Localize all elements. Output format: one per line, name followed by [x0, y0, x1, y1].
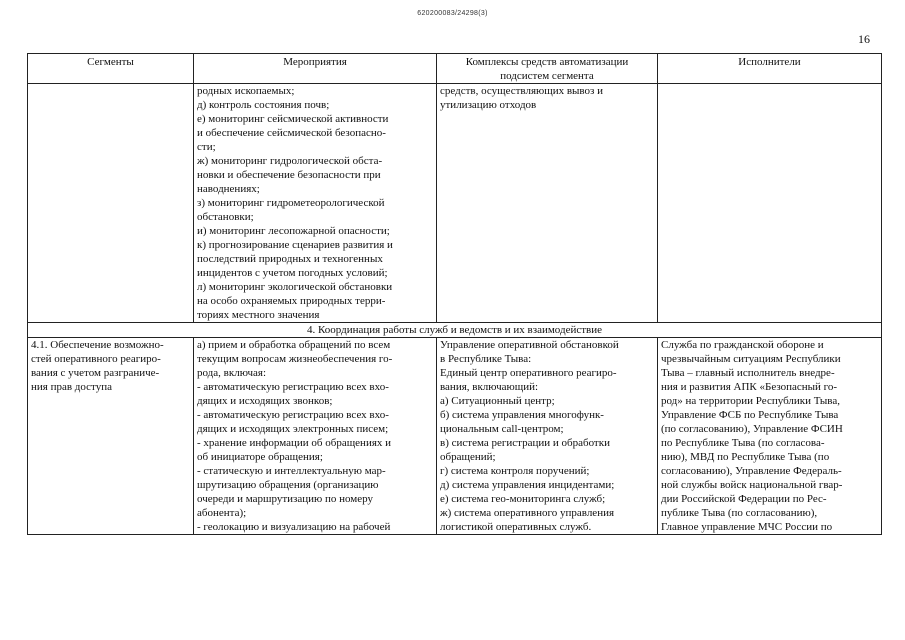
- cell-text-line: вания с учетом разграниче-: [31, 367, 160, 379]
- cell-text-line: д) контроль состояния почв;: [197, 99, 330, 111]
- cell-text-line: средств, осуществляющих вывоз и: [440, 85, 604, 97]
- header-executors: Исполнители: [658, 54, 882, 84]
- section-4-title: 4. Координация работы служб и ведомств и их взаимодействие: [28, 323, 882, 338]
- cell-text-line: очереди и маршрутизацию по номеру: [197, 493, 374, 505]
- cell-text-line: Главное управление МЧС России по: [661, 521, 833, 533]
- cell-text-line: дящих и исходящих звонков;: [197, 395, 333, 407]
- complexes-cell: [437, 84, 658, 323]
- cell-text-line: з) мониторинг гидрометеорологической: [197, 197, 385, 209]
- cell-text-line: ж) мониторинг гидрологической обста-: [197, 155, 383, 167]
- cell-text-line: рода, включая:: [197, 367, 267, 379]
- cell-text-line: - автоматическую регистрацию всех вхо-: [197, 409, 389, 421]
- cell-text-line: е) система гео-мониторинга служб;: [440, 493, 606, 505]
- cell-text-line: логистикой оперативных служб.: [440, 521, 592, 533]
- cell-text-line: дящих и исходящих электронных писем;: [197, 423, 389, 435]
- section-heading-row: [28, 323, 882, 338]
- cell-text-line: новки и обеспечение безопасности при: [197, 169, 381, 181]
- cell-text-line: и обеспечение сейсмической безопасно-: [197, 127, 386, 139]
- cell-text-line: обстановки;: [197, 211, 254, 223]
- table-row: [28, 338, 882, 535]
- cell-text-line: циональным call-центром;: [440, 423, 564, 435]
- activities-cell: [194, 338, 437, 535]
- cell-text-line: согласованию), Управление Федераль-: [661, 465, 842, 477]
- segment-cell: [28, 84, 194, 323]
- table-header-row: [28, 54, 882, 84]
- cell-text-line: на особо охраняемых природных терри-: [197, 295, 386, 307]
- cell-text-line: инцидентов с учетом погодных условий;: [197, 267, 388, 279]
- cell-text-line: - автоматическую регистрацию всех вхо-: [197, 381, 389, 393]
- cell-text-line: л) мониторинг экологической обстановки: [197, 281, 393, 293]
- cell-text-line: Служба по гражданской обороне и: [661, 339, 824, 351]
- cell-text-line: д) система управления инцидентами;: [440, 479, 615, 491]
- cell-text-line: обращений;: [440, 451, 496, 463]
- executors-cell: [658, 84, 882, 323]
- cell-text-line: - геолокацию и визуализацию на рабочей: [197, 521, 391, 533]
- cell-text-line: ной службы войск национальной гвар-: [661, 479, 843, 491]
- cell-text-line: - хранение информации об обращениях и: [197, 437, 392, 449]
- cell-text-line: 4.1. Обеспечение возможно-: [31, 339, 164, 351]
- header-segments: Сегменты: [28, 54, 194, 84]
- cell-text-line: Управление оперативной обстановкой: [440, 339, 619, 351]
- cell-text-line: последствий природных и техногенных: [197, 253, 383, 265]
- segment-cell: [28, 338, 194, 535]
- cell-text-line: публике Тыва (по согласованию),: [661, 507, 818, 519]
- cell-text-line: в Республике Тыва:: [440, 353, 532, 365]
- cell-text-line: е) мониторинг сейсмической активности: [197, 113, 389, 125]
- cell-text-line: в) система регистрации и обработки: [440, 437, 610, 449]
- cell-text-line: чрезвычайным ситуациям Республики: [661, 353, 841, 365]
- cell-text-line: об инициаторе обращения;: [197, 451, 323, 463]
- page-number: 16: [858, 32, 870, 46]
- cell-text-line: шрутизацию обращения (организацию: [197, 479, 379, 491]
- table-row: [28, 84, 882, 323]
- cell-text-line: утилизацию отходов: [440, 99, 537, 111]
- cell-text-line: дии Российской Федерации по Рес-: [661, 493, 827, 505]
- cell-text-line: (по согласованию), Управление ФСИН: [661, 423, 843, 435]
- cell-text-line: ния прав доступа: [31, 381, 112, 393]
- cell-text-line: нию), МВД по Республике Тыва (по: [661, 451, 830, 463]
- cell-text-line: абонента);: [197, 507, 247, 519]
- cell-text-line: наводнениях;: [197, 183, 260, 195]
- program-table: [27, 53, 882, 535]
- cell-text-line: г) система контроля поручений;: [440, 465, 590, 477]
- cell-text-line: ния и развития АПК «Безопасный го-: [661, 381, 838, 393]
- cell-text-line: родных ископаемых;: [197, 85, 295, 97]
- cell-text-line: ж) система оперативного управления: [440, 507, 615, 519]
- cell-text-line: б) система управления многофунк-: [440, 409, 604, 421]
- activities-cell: [194, 84, 437, 323]
- cell-text-line: Управление ФСБ по Республике Тыва: [661, 409, 839, 421]
- cell-text-line: Единый центр оперативного реагиро-: [440, 367, 617, 379]
- cell-text-line: Тыва – главный исполнитель внедре-: [661, 367, 835, 379]
- cell-text-line: и) мониторинг лесопожарной опасности;: [197, 225, 390, 237]
- cell-text-line: сти;: [197, 141, 216, 153]
- cell-text-line: - статическую и интеллектуальную мар-: [197, 465, 386, 477]
- complexes-cell: [437, 338, 658, 535]
- document-id: 620200083/24298(3): [417, 10, 488, 17]
- header-complexes: Комплексы средств автоматизации подсистем сегмента: [437, 54, 658, 84]
- cell-text-line: текущим вопросам жизнеобеспечения го-: [197, 353, 393, 365]
- cell-text-line: по Республике Тыва (по согласова-: [661, 437, 825, 449]
- cell-text-line: стей оперативного реагиро-: [31, 353, 161, 365]
- cell-text-line: род» на территории Республики Тыва,: [661, 395, 840, 407]
- cell-text-line: а) прием и обработка обращений по всем: [197, 339, 391, 351]
- header-activities: Мероприятия: [194, 54, 437, 84]
- cell-text-line: ториях местного значения: [197, 309, 320, 321]
- cell-text-line: к) прогнозирование сценариев развития и: [197, 239, 393, 251]
- cell-text-line: а) Ситуационный центр;: [440, 395, 555, 407]
- executors-cell: [658, 338, 882, 535]
- cell-text-line: вания, включающий:: [440, 381, 539, 393]
